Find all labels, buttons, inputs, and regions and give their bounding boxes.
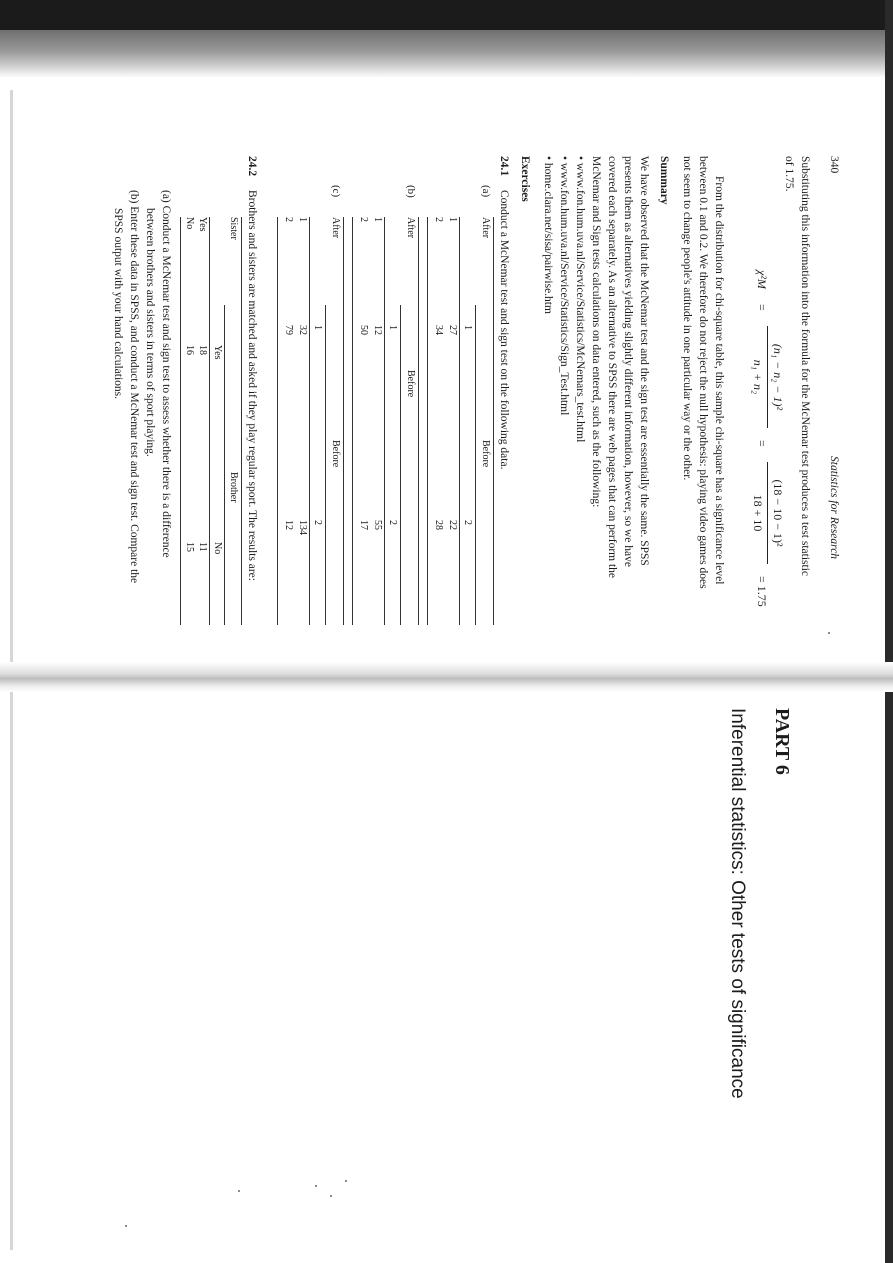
table-cell: 12 bbox=[283, 520, 294, 530]
table-cell: 22 bbox=[447, 520, 458, 530]
column-header: 2 bbox=[387, 520, 398, 525]
fraction-1-denominator: n₁ + n₂ bbox=[751, 359, 765, 395]
table-cell: 15 bbox=[184, 542, 195, 552]
summary-heading: Summary bbox=[658, 156, 670, 205]
sport-table bbox=[180, 217, 242, 625]
fraction-1-numerator: (n₁ − n₂ − 1)² bbox=[771, 343, 785, 411]
running-head: Statistics for Research bbox=[828, 456, 840, 560]
table-cell: 34 bbox=[433, 325, 444, 335]
exercise-part-line: (b) Enter these data in SPSS, and conduct a McNemar test and sign test. Compare the bbox=[128, 190, 140, 584]
row-label: 1 bbox=[297, 217, 308, 222]
row-label: 2 bbox=[433, 217, 444, 222]
intro-line: Substituting this information into the formula for the McNemar test produces a test statistic bbox=[799, 156, 811, 576]
column-header: 1 bbox=[462, 325, 473, 330]
table-label: (c) bbox=[330, 185, 342, 198]
column-variable: Before bbox=[480, 440, 491, 468]
bullet-link: • www.fon.hum.uva.nl/Service/Statistics/Sign_Test.html bbox=[558, 156, 570, 416]
contingency-table-b bbox=[349, 185, 419, 625]
row-variable: Sister bbox=[228, 217, 239, 240]
contingency-table-a bbox=[424, 185, 494, 625]
table-cell: 18 bbox=[197, 345, 208, 355]
row-variable: After bbox=[330, 217, 341, 239]
paragraph-line: From the distribution for chi-square table, this sample chi-square has a significance level bbox=[713, 176, 725, 585]
page-number: 340 bbox=[828, 156, 840, 174]
paragraph-line: not seem to change people's attitude in one particular way or the other. bbox=[681, 156, 693, 481]
column-header: Yes bbox=[212, 345, 223, 360]
row-variable: After bbox=[405, 217, 416, 239]
summary-line: We have observed that the McNemar test and the sign test are essentially the same. SPSS bbox=[638, 156, 650, 566]
exercise-part-line: SPSS output with your hand calculations. bbox=[112, 208, 124, 400]
exercise-part-line: between brothers and sisters in terms of sport playing. bbox=[144, 208, 156, 457]
table-cell: 55 bbox=[372, 520, 383, 530]
formula-equals: = bbox=[755, 304, 769, 311]
summary-line: McNemar and Sign tests calculations on data entered, such as the following: bbox=[590, 156, 602, 508]
row-label: 1 bbox=[447, 217, 458, 222]
column-variable: Before bbox=[405, 370, 416, 398]
exercise-number: 24.1 bbox=[498, 156, 510, 177]
table-cell: 32 bbox=[297, 325, 308, 335]
column-header: No bbox=[212, 542, 223, 555]
column-header: 2 bbox=[312, 520, 323, 525]
fraction-2-denominator: 18 + 10 bbox=[751, 494, 765, 532]
table-cell: 27 bbox=[447, 325, 458, 335]
summary-line: presents them as alternatives yielding slightly different information, however, so we have bbox=[622, 156, 634, 567]
dust-speck bbox=[125, 1225, 127, 1227]
column-variable: Before bbox=[330, 440, 341, 468]
exercise-text: Brothers and sisters are matched and asked if they play regular sport. The results are: bbox=[246, 190, 258, 581]
column-variable: Brother bbox=[228, 472, 239, 503]
dust-speck bbox=[345, 1180, 347, 1182]
formula-fraction-1 bbox=[750, 322, 785, 432]
dust-speck bbox=[315, 1185, 317, 1187]
column-header: 2 bbox=[462, 520, 473, 525]
formula-lhs: χ²M bbox=[755, 270, 769, 289]
table-cell: 28 bbox=[433, 520, 444, 530]
exercises-heading: Exercises bbox=[519, 156, 531, 202]
intro-line: of 1.75. bbox=[783, 156, 795, 192]
dust-speck bbox=[238, 1190, 240, 1192]
table-cell: 79 bbox=[283, 325, 294, 335]
bullet-link: • home.clara.net/sisa/pairwise.htm bbox=[542, 156, 554, 314]
table-cell: 16 bbox=[184, 345, 195, 355]
dust-speck bbox=[330, 1195, 332, 1197]
table-cell: 12 bbox=[372, 325, 383, 335]
row-label: 2 bbox=[283, 217, 294, 222]
paragraph-line: between 0.1 and 0.2. We therefore do not reject the null hypothesis: playing video games does bbox=[697, 156, 709, 589]
table-cell: 134 bbox=[297, 520, 308, 535]
contingency-table-c bbox=[274, 185, 344, 625]
column-header: 1 bbox=[387, 325, 398, 330]
table-cell: 11 bbox=[197, 542, 208, 552]
formula-result: = 1.75 bbox=[755, 576, 769, 607]
exercise-text: Conduct a McNemar test and sign test on the following data. bbox=[498, 190, 510, 470]
row-label: 1 bbox=[372, 217, 383, 222]
row-label: Yes bbox=[197, 217, 208, 232]
part-label: PART 6 bbox=[771, 708, 793, 775]
formula-fraction-2 bbox=[750, 458, 785, 568]
table-cell: 17 bbox=[358, 520, 369, 530]
row-label: No bbox=[184, 217, 195, 230]
dust-speck bbox=[828, 632, 830, 634]
table-cell: 50 bbox=[358, 325, 369, 335]
summary-line: covered each separately. As an alternative to SPSS there are web pages that can perform the bbox=[606, 156, 618, 579]
exercise-number: 24.2 bbox=[246, 156, 258, 177]
exercise-part-line: (a) Conduct a McNemar test and sign test to assess whether there is a difference bbox=[160, 190, 172, 558]
table-label: (b) bbox=[405, 185, 417, 198]
formula-equals: = bbox=[755, 440, 769, 447]
scan-top-shadow bbox=[0, 30, 893, 78]
fraction-2-numerator: (18 − 10 − 1)² bbox=[771, 479, 785, 547]
scan-right-edge bbox=[885, 0, 893, 1263]
row-label: 2 bbox=[358, 217, 369, 222]
row-variable: After bbox=[480, 217, 491, 239]
table-label: (a) bbox=[480, 185, 492, 198]
bullet-link: • www.fon.hum.uva.nl/Service/Statistics/McNemars_test.html bbox=[574, 156, 586, 443]
part-title: Inferential statistics: Other tests of significance bbox=[727, 708, 748, 1099]
column-header: 1 bbox=[312, 325, 323, 330]
